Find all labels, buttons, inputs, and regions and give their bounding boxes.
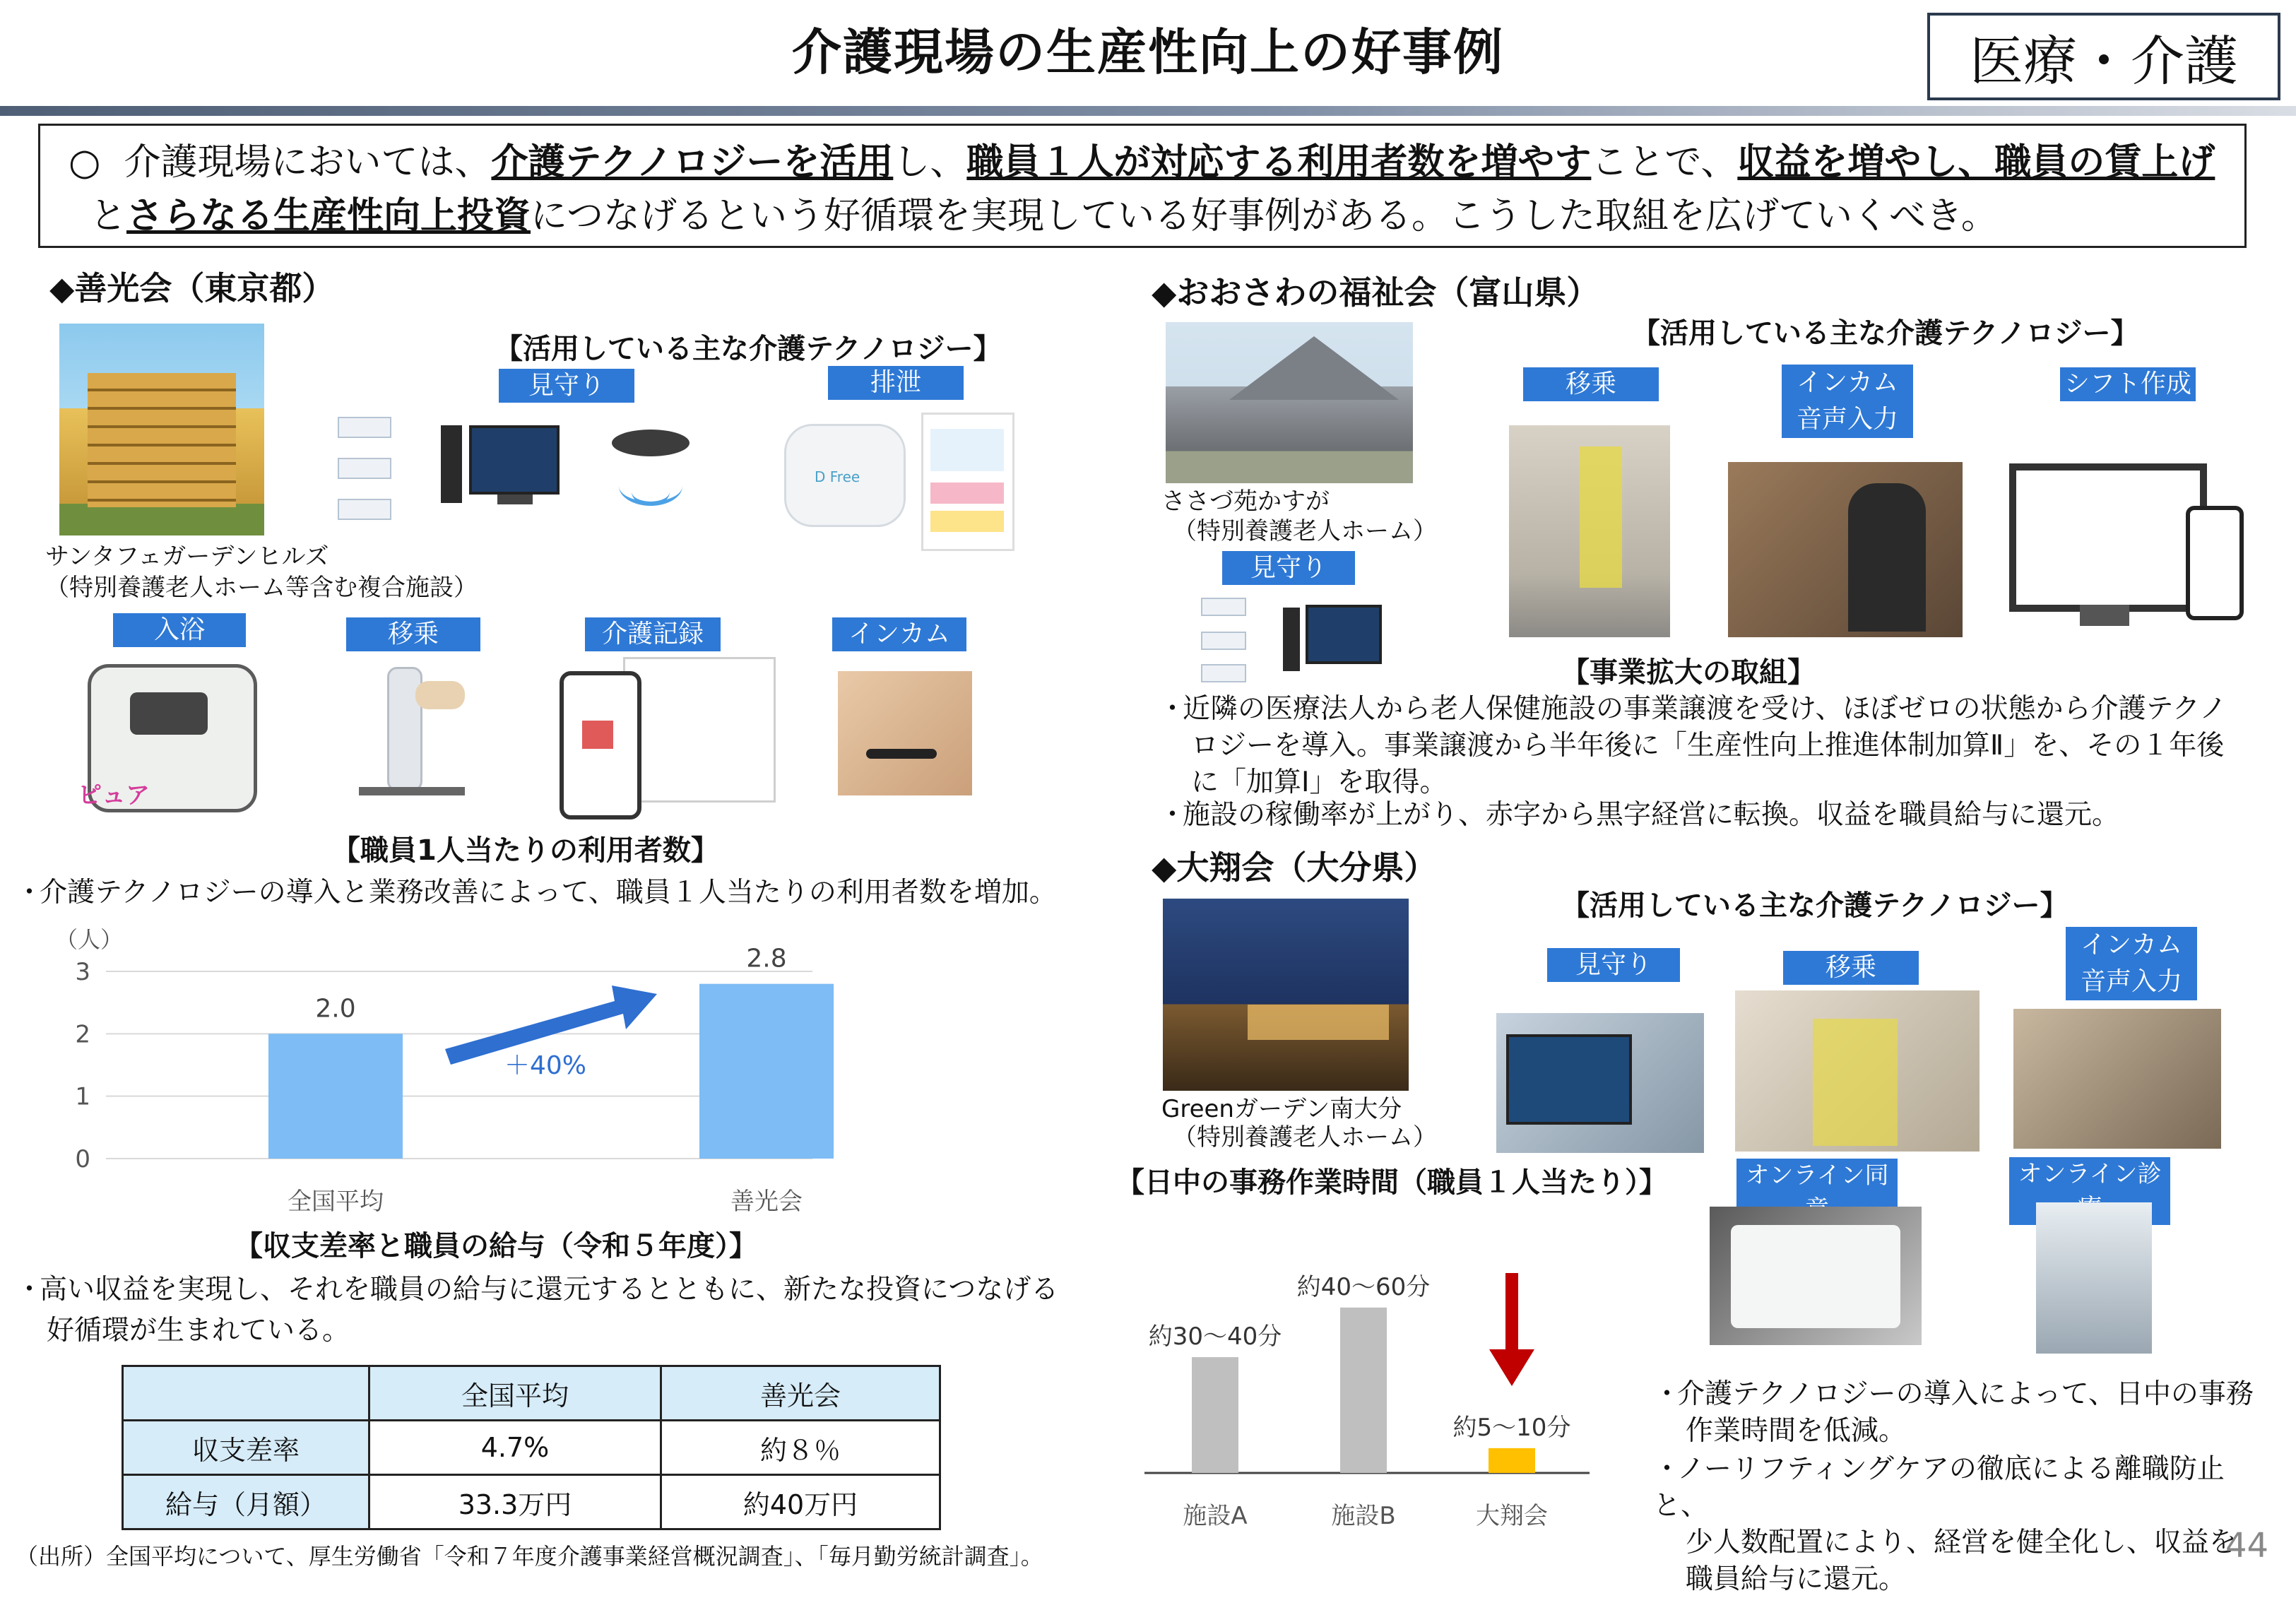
bar bbox=[1340, 1308, 1387, 1473]
data-label: 約30～40分 bbox=[1148, 1322, 1282, 1351]
summary-emphasis: 収益を増やし、職員の賃上げ bbox=[1737, 141, 2215, 184]
osawa-label-ijo: 移乗 bbox=[1523, 367, 1659, 401]
bullet-line: に「加算Ⅰ」を取得。 bbox=[1191, 767, 1448, 798]
table-header-cell: 善光会 bbox=[661, 1366, 940, 1421]
bullet-line bbox=[1653, 1376, 2275, 1413]
bullet-line bbox=[1653, 1451, 2275, 1525]
shift-software-screen bbox=[2009, 456, 2242, 633]
category-tag: 医療・介護 bbox=[1927, 13, 2280, 100]
zenkokai-facility-name: サンタフェガーデンヒルズ bbox=[45, 543, 329, 571]
excretion-sensor-device bbox=[784, 424, 906, 527]
bullet-line: 作業時間を低減。 bbox=[1686, 1415, 1907, 1447]
bar bbox=[1489, 1448, 1535, 1473]
daishokai-label-online-med: オンライン診 bbox=[2009, 1157, 2170, 1225]
care-record-app-image bbox=[560, 657, 779, 812]
osawa-heading: ◆おおさわの福祉会（富山県） bbox=[1152, 273, 1599, 312]
osawa-facility-type: （特別養護老人ホーム） bbox=[1173, 517, 1437, 545]
table-row-label: 給与（月額） bbox=[123, 1475, 369, 1529]
summary-emphasis: さらなる生産性向上投資 bbox=[126, 195, 531, 237]
summary-text: につなげるという好循環を実現している好事例がある。こうした取組を広げていくべき。 bbox=[531, 195, 1998, 237]
bullet-line: ロジーを導入。事業譲渡から半年後に「生産性向上推進体制加算Ⅱ」を、その１年後 bbox=[1191, 730, 2225, 762]
online-consent-tablet-photo bbox=[1710, 1207, 1922, 1345]
daishokai-monitor-photo bbox=[1496, 1013, 1704, 1153]
y-tick-label: 0 bbox=[75, 1145, 90, 1173]
users-per-staff-chart-svg bbox=[28, 915, 1046, 1226]
bathing-brand-logo: ピュア bbox=[78, 781, 150, 810]
bullet-dot: ・ bbox=[1653, 1378, 1681, 1410]
daishokai-label-ijo: 移乗 bbox=[1783, 951, 1919, 985]
y-tick-label: 3 bbox=[75, 958, 90, 986]
bullet-dot: ・ bbox=[16, 877, 44, 909]
daishokai-tech-heading: 【活用している主な介護テクノロジー】 bbox=[1561, 889, 2069, 922]
summary-emphasis: 介護テクノロジーを活用 bbox=[491, 141, 894, 184]
sensor-monitor-illustration bbox=[335, 411, 561, 524]
zenkokai-facility-type: （特別養護老人ホーム等含む複合施設） bbox=[45, 574, 478, 602]
users-per-staff-chart bbox=[28, 915, 1046, 1226]
device-brand-text: D Free bbox=[815, 468, 860, 485]
bullet-text: 施設の稼働率が上がり、赤字から黒字経営に転換。収益を職員給与に還元。 bbox=[1183, 799, 2120, 831]
osawa-label-incom bbox=[1782, 365, 1913, 438]
daishokai-transfer-photo bbox=[1735, 990, 1980, 1152]
bullet-dot: ・ bbox=[1653, 1453, 1681, 1485]
bullet-text: 介護テクノロジーの導入によって、日中の事務 bbox=[1677, 1378, 2254, 1410]
x-tick-label: 大翔会 bbox=[1476, 1502, 1548, 1530]
tablet-screen-illustration bbox=[921, 413, 1014, 551]
label-line: インカム bbox=[2080, 930, 2182, 959]
table-header-cell bbox=[123, 1366, 369, 1421]
osawa-sensor-illustration bbox=[1198, 593, 1382, 685]
reduction-arrow-head bbox=[1489, 1349, 1534, 1386]
y-axis-unit: （人） bbox=[55, 926, 124, 953]
daishokai-incom-photo bbox=[2013, 1009, 2221, 1149]
summary-emphasis: 職員１人が対応する利用者数を増やす bbox=[966, 141, 1592, 184]
table-cell: 約８％ bbox=[661, 1421, 940, 1475]
label-ijo: 移乗 bbox=[346, 617, 480, 651]
table-header-cell: 全国平均 bbox=[369, 1366, 661, 1421]
office-time-chart bbox=[1130, 1229, 1597, 1540]
summary-box bbox=[38, 124, 2247, 248]
summary-line-2 bbox=[69, 189, 2223, 243]
x-tick-label: 全国平均 bbox=[288, 1188, 384, 1216]
osawa-label-mimamori: 見守り bbox=[1222, 551, 1355, 585]
sasazu-building-photo bbox=[1166, 322, 1413, 483]
y-tick-label: 1 bbox=[75, 1082, 90, 1111]
daishokai-facility-name: Greenガーデン南大分 bbox=[1161, 1095, 1402, 1123]
summary-text: 介護現場においては、 bbox=[124, 141, 492, 184]
label-haisetsu: 排泄 bbox=[828, 366, 964, 400]
bathing-device-image bbox=[73, 657, 271, 812]
summary-text: し、 bbox=[893, 141, 967, 184]
label-mimamori: 見守り bbox=[499, 369, 634, 403]
bullet-text: 近隣の医療法人から老人保健施設の事業譲渡を受け、ほぼゼロの状態から介護テクノ bbox=[1183, 693, 2227, 725]
zenkokai-tech-heading: 【活用している主な介護テクノロジー】 bbox=[495, 333, 1002, 365]
bullet-text: 介護テクノロジーの導入と業務改善によって、職員１人当たりの利用者数を増加。 bbox=[40, 877, 1057, 909]
osawa-label-shift: シフト作成 bbox=[2060, 367, 2196, 401]
incom-photo bbox=[838, 671, 972, 795]
label-nyuyoku: 入浴 bbox=[113, 613, 246, 647]
table-cell: 33.3万円 bbox=[369, 1475, 661, 1529]
label-line: 音声入力 bbox=[1796, 405, 1898, 434]
bullet-text: 高い収益を実現し、それを職員の給与に還元するとともに、新たな投資につなげる bbox=[40, 1274, 1059, 1306]
daishokai-chart-heading: 【日中の事務作業時間（職員１人当たり）】 bbox=[1116, 1166, 1667, 1199]
table-row bbox=[123, 1421, 940, 1475]
label-line: インカム bbox=[1796, 368, 1898, 397]
bullet-dot: ・ bbox=[1159, 693, 1187, 725]
summary-line-1 bbox=[69, 136, 2223, 189]
bullet-dot: ・ bbox=[1159, 799, 1187, 831]
title-divider-bar bbox=[0, 106, 2296, 116]
data-label: 2.0 bbox=[315, 994, 356, 1024]
office-time-chart-svg bbox=[1130, 1229, 1597, 1540]
zenkokai-table-bullet-cont: 好循環が生まれている。 bbox=[47, 1315, 350, 1347]
label-line: 音声入力 bbox=[2080, 967, 2182, 996]
bullet-text: ノーリフティングケアの徹底による離職防止と、 bbox=[1653, 1453, 2225, 1522]
table-row-label: 収支差率 bbox=[123, 1421, 369, 1475]
page-number: 44 bbox=[2225, 1526, 2269, 1566]
daishokai-bullet-2 bbox=[1653, 1451, 2275, 1598]
x-tick-label: 施設B bbox=[1331, 1502, 1396, 1530]
daishokai-label-online-consent: オンライン同 bbox=[1736, 1159, 1898, 1226]
bullet-line bbox=[1159, 691, 2261, 728]
osawa-bullet-1 bbox=[1159, 691, 2261, 801]
osawa-facility-name: ささづ苑かすが bbox=[1161, 487, 1330, 516]
daishokai-facility-type: （特別養護老人ホーム） bbox=[1173, 1123, 1437, 1152]
table-header-row bbox=[123, 1366, 940, 1421]
zenkokai-table-heading: 【収支差率と職員の給与（令和５年度）】 bbox=[235, 1230, 757, 1262]
summary-text: と bbox=[90, 195, 127, 237]
data-label: 約40～60分 bbox=[1296, 1272, 1431, 1301]
zenkokai-chart-heading: 【職員1人当たりの利用者数】 bbox=[332, 834, 719, 867]
x-tick-label: 施設A bbox=[1183, 1502, 1248, 1530]
zenkokai-chart-bullet bbox=[16, 875, 1057, 911]
zenkokai-table-bullet bbox=[16, 1272, 1058, 1308]
bullet-line: 職員給与に還元。 bbox=[1686, 1563, 1907, 1595]
profit-salary-table bbox=[122, 1365, 941, 1530]
page-title: 介護現場の生産性向上の好事例 bbox=[792, 23, 1504, 81]
bar bbox=[1192, 1357, 1238, 1473]
table-cell: 約40万円 bbox=[661, 1475, 940, 1529]
wifi-sensor-icon bbox=[606, 424, 695, 514]
osawa-expansion-heading: 【事業拡大の取組】 bbox=[1561, 656, 1816, 689]
osawa-tech-heading: 【活用している主な介護テクノロジー】 bbox=[1632, 317, 2139, 350]
reduction-arrow-shaft bbox=[1505, 1273, 1518, 1352]
bar bbox=[268, 1034, 403, 1159]
green-garden-building-photo bbox=[1163, 899, 1409, 1091]
daishokai-bullet-1 bbox=[1653, 1376, 2275, 1450]
label-kaigo-kiroku: 介護記録 bbox=[585, 617, 721, 651]
y-tick-label: 2 bbox=[75, 1020, 90, 1049]
daishokai-heading: ◆大翔会（大分県） bbox=[1152, 848, 1437, 887]
growth-annotation: ＋40% bbox=[504, 1051, 587, 1080]
data-label: 約5～10分 bbox=[1452, 1413, 1571, 1442]
bar bbox=[699, 984, 834, 1159]
x-tick-label: 善光会 bbox=[730, 1188, 803, 1216]
data-label: 2.8 bbox=[746, 944, 787, 973]
summary-marker: ○ bbox=[69, 141, 101, 184]
table-cell: 4.7% bbox=[369, 1421, 661, 1475]
source-note: （出所）全国平均について、厚生労働省「令和７年度介護事業経営概況調査」、「毎月勤労統計調査」。 bbox=[16, 1543, 1043, 1570]
transfer-device-image bbox=[338, 660, 479, 815]
zenkokai-heading: ◆善光会（東京都） bbox=[49, 269, 335, 307]
daishokai-label-mimamori: 見守り bbox=[1547, 948, 1680, 982]
daishokai-label-incom bbox=[2066, 927, 2197, 1000]
building-photo bbox=[59, 324, 264, 535]
osawa-transfer-photo bbox=[1509, 425, 1670, 637]
summary-text: ことで、 bbox=[1591, 141, 1738, 184]
table-row bbox=[123, 1475, 940, 1529]
osawa-incom-photo bbox=[1728, 462, 1963, 637]
label-incom: インカム bbox=[832, 617, 966, 651]
bullet-dot: ・ bbox=[16, 1274, 44, 1306]
bullet-line: 少人数配置により、経営を健全化し、収益を bbox=[1686, 1527, 2237, 1558]
osawa-bullet-2 bbox=[1159, 797, 2119, 834]
online-medical-photo bbox=[2036, 1202, 2152, 1354]
